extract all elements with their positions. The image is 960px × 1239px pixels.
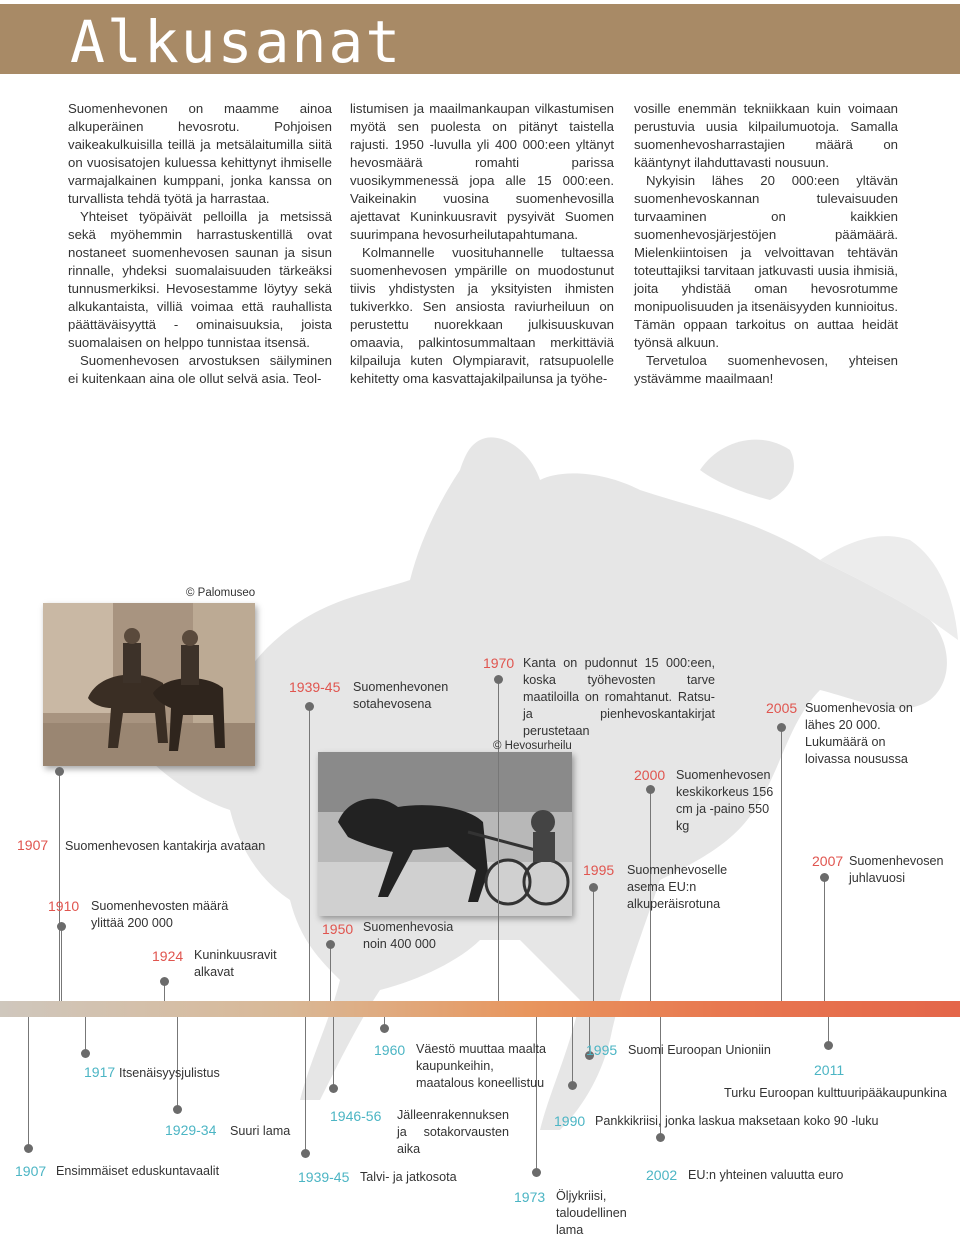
timeline-marker [532,1168,541,1177]
timeline-year: 1929-34 [165,1122,217,1138]
timeline-year: 2000 [634,767,666,783]
timeline-year: 1939-45 [298,1169,350,1185]
timeline-marker [329,1084,338,1093]
timeline-year: 1960 [374,1042,406,1058]
timeline-year: 1907 [17,837,49,853]
timeline-event: Kanta on pudonnut 15 000:een, koska työhevosten tarve maatiloilla on romahtanut. Ratsu- ja pienhevoskantakirjat perustetaan [523,656,715,738]
text-column-3 [634,100,898,388]
timeline-event: Talvi- ja jatkosota [360,1170,457,1184]
timeline-marker [55,767,64,776]
timeline-marker [380,1024,389,1033]
text-column-1 [68,100,332,388]
timeline-year: 2011 [814,1062,845,1078]
paragraph: vosille enemmän tekniikkaan kuin voimaan perustuvia uusia kilpailumuotoja. Samalla suomenhevosharrastajien määrä on kääntynyt ilahduttavasti nousuun. [634,101,898,170]
timeline-event: Suomenhevosen juhlavuosi [849,854,944,885]
timeline-year: 2002 [646,1167,678,1183]
timeline-event: Suomenhevosia on lähes 20 000. Lukumäärä on loivassa nousussa [805,701,913,766]
timeline-event: Suomenhevosen keskikorkeus 156 cm ja -paino 550 kg [676,768,774,833]
timeline-year: 1924 [152,948,184,964]
paragraph: Nykyisin lähes 20 000:een yltävän suomenhevoskannan tulevaisuuden turvaaminen on kaikkien suomenhevosjärjestöjen päämäärä. Mielenkiintoisen ja velvoittavan tehtävän toteuttajiksi tarvitaan jatkuvasti uusia ihmisiä, joita yhdistää oman hevosrotumme monipuolisuuden ja itsenäisyyden kunnioitus. Tämän oppaan tarkoitus on auttaa heidät työnsä alkuun. [634,173,898,350]
timeline-event: Pankkikriisi, jonka laskua maksetaan koko 90 -luku [595,1114,879,1128]
timeline-event: Suomenhevosia noin 400 000 [363,920,454,951]
timeline-event: Itsenäisyysjulistus [119,1066,220,1080]
timeline-year: 1973 [514,1189,546,1205]
paragraph: Tervetuloa suomenhevosen, yhteisen ystävämme maailmaan! [634,353,898,386]
harness-racing-photo [318,752,572,916]
timeline-event: Väestö muuttaa maalta kaupunkeihin, maatalous koneellistuu [416,1042,546,1090]
timeline-marker [646,785,655,794]
timeline-marker [777,723,786,732]
timeline-marker [57,922,66,931]
timeline-year: 1995 [583,862,615,878]
timeline-event: Turku Euroopan kulttuuripääkaupunkina [724,1086,947,1100]
timeline-marker [824,1041,833,1050]
paragraph: Yhteiset työpäivät pelloilla ja metsissä sekä myöhemmin harrastuskentillä ovat nostaneet suomenhevosen saunan ja sisun rinnalle, yhdeksi suomalaisuuden tärkeäksi tunnusmerkiksi. Hevosestamme löytyy sekä alkukantaista, villiä voimaa että rauhallista päättäväisyyttä - ominaisuuksia, joista suomalaisen on helppo tunnistaa itsensä. [68,209,332,350]
timeline-marker [81,1049,90,1058]
timeline-marker [820,873,829,882]
timeline-year: 1910 [48,898,80,914]
timeline-year: 1990 [554,1113,586,1129]
timeline-event: Jälleenrakennuksen ja sotakorvausten aika [397,1108,510,1156]
timeline-event: Suomenhevosen kantakirja avataan [65,839,266,853]
timeline-year: 1970 [483,655,515,671]
timeline-event: Öljykriisi, taloudellinen lama [556,1189,627,1237]
timeline-year: 2005 [766,700,798,716]
timeline-year: 1946-56 [330,1108,382,1124]
timeline-marker [326,940,335,949]
timeline-year: 1907 [15,1163,47,1179]
paragraph: Suomenhevosen arvostuksen säilyminen ei kuitenkaan aina ole ollut selvä asia. Teol- [68,353,332,386]
timeline-event: Suomenhevonen sotahevosena [353,680,449,711]
timeline-year: 1950 [322,921,354,937]
text-column-2 [350,100,614,388]
timeline-marker [656,1133,665,1142]
paragraph: Kolmannelle vuosituhannelle tultaessa suomenhevosen ympärille on muodostunut tiivis yhdistysten ja yksityisten ihmisten tukiverkko. Sen ansiosta raviurheiluun on perustettu nuorekkaan julkisuuskuvan omaavia, palkintosummaltaan merkittäviä kilpailuja kuten Olympiaravit, ratsupuolelle kehitetty oma kasvattajakilpailunsa ja työhe- [350,245,614,386]
timeline-event: Suomi Euroopan Unioniin [628,1043,771,1057]
timeline-marker [568,1081,577,1090]
timeline-year: 1939-45 [289,679,341,695]
timeline-marker [589,883,598,892]
timeline-event: Suuri lama [230,1124,291,1138]
riders-illustration [43,603,255,766]
timeline-year: 1995 [586,1042,618,1058]
title-banner [0,4,960,74]
timeline-marker [173,1105,182,1114]
timeline-event: Kuninkuusravit alkavat [194,948,277,979]
paragraph: listumisen ja maailmankaupan vilkastumisen myötä sen puolesta on pitänyt taistella rajusti. 1950 -luvulla yli 400 000:een yltänyt hevosmäärä romahti parissa vuosikymmenessä jopa alle 15 000:een. Vaikeinakin vuosina suomenhevosilla ajettavat Kuninkuusravit pysyivät Suomen suurimpana hevosurheilutapahtumana. [350,101,614,242]
racing-illustration [318,752,572,916]
timeline-year: 2007 [812,853,844,869]
timeline-event: EU:n yhteinen valuutta euro [688,1168,844,1182]
photo-credit: © Hevosurheilu [493,740,572,752]
timeline-marker [24,1144,33,1153]
timeline-bar [0,1001,960,1017]
timeline-event: Suomenhevosten määrä ylittää 200 000 [91,899,229,930]
timeline-event: Ensimmäiset eduskuntavaalit [56,1164,220,1178]
timeline-event: Suomenhevoselle asema EU:n alkuperäisrotuna [627,863,728,911]
photo-credit: © Palomuseo [186,587,256,599]
historic-riders-photo [43,603,255,766]
timeline-marker [305,702,314,711]
timeline-year: 1917 [84,1064,116,1080]
paragraph: Suomenhevonen on maamme ainoa alkuperäinen hevosrotu. Pohjoisen vaikeakulkuisilla teillä ja metsälaitumilla siitä on vuosisatojen kuluessa kehittynyt ihmiselle varmajalkainen kumppani, jonka kanssa on turvallista tehdä työtä ja harrastaa. [68,101,332,206]
timeline-marker [494,675,503,684]
timeline-marker [160,977,169,986]
page-title: Alkusanat [70,8,403,76]
timeline-marker [301,1149,310,1158]
